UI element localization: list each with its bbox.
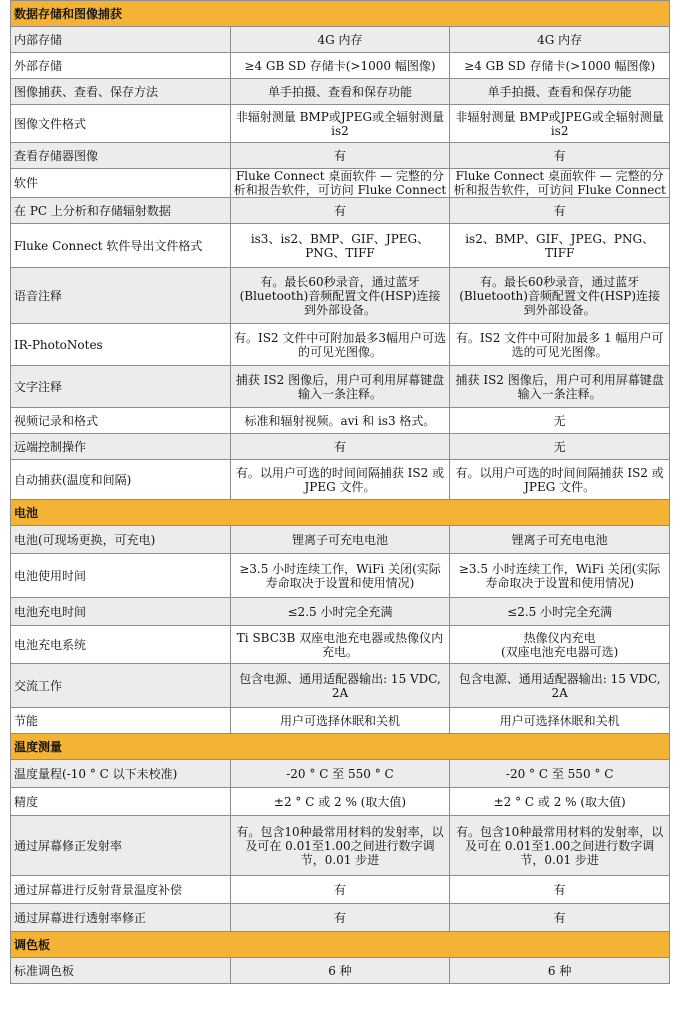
spec-value-model-2: is2、BMP、GIF、JPEG、PNG、TIFF: [450, 224, 670, 268]
spec-label: 在 PC 上分析和存储辐射数据: [11, 198, 231, 224]
table-row: [11, 876, 670, 904]
spec-value-model-2: ≥4 GB SD 存储卡(>1000 幅图像): [450, 53, 670, 79]
table-row: [11, 760, 670, 788]
spec-value-text: Fluke Connect 桌面软件 — 完整的分析和报告软件，可访问 Fluke Connect: [453, 169, 666, 197]
table-row: [11, 224, 670, 268]
spec-label: 内部存储: [11, 27, 231, 53]
spec-label: 精度: [11, 788, 231, 816]
table-row: [11, 143, 670, 169]
spec-label: 语音注释: [11, 268, 231, 324]
spec-label: 节能: [11, 708, 231, 734]
spec-label: 电池(可现场更换，可充电): [11, 526, 231, 554]
spec-value-model-2: 包含电源、通用适配器输出: 15 VDC, 2A: [450, 664, 670, 708]
spec-value-model-1: [230, 169, 450, 198]
table-row: [11, 27, 670, 53]
table-row: [11, 198, 670, 224]
spec-value-model-2: 捕获 IS2 图像后，用户可利用屏幕键盘输入一条注释。: [450, 366, 670, 408]
spec-value-model-2: 无: [450, 408, 670, 434]
spec-value-model-2: 4G 内存: [450, 27, 670, 53]
spec-value-text: Fluke Connect 桌面软件 — 完整的分析和报告软件，可访问 Fluke Connect: [233, 169, 447, 197]
spec-value-model-1: 有。IS2 文件中可附加最多3幅用户可选的可见光图像。: [230, 324, 450, 366]
table-row: [11, 79, 670, 105]
spec-label: 电池充电系统: [11, 626, 231, 664]
section-header: [11, 734, 670, 760]
spec-value-model-1: ≤2.5 小时完全充满: [230, 598, 450, 626]
spec-value-model-1: 单手拍摄、查看和保存功能: [230, 79, 450, 105]
spec-value-model-2: 有。IS2 文件中可附加最多 1 幅用户可选的可见光图像。: [450, 324, 670, 366]
table-row: [11, 788, 670, 816]
table-row: [11, 169, 670, 198]
spec-label: 通过屏幕修正发射率: [11, 816, 231, 876]
spec-value-model-1: 有。包含10种最常用材料的发射率，以及可在 0.01至1.00之间进行数字调节，0.01 步进: [230, 816, 450, 876]
table-row: [11, 53, 670, 79]
spec-label: 温度量程(-10 ° C 以下未校准): [11, 760, 231, 788]
spec-value-model-2: 有。最长60秒录音，通过蓝牙(Bluetooth)音频配置文件(HSP)连接到外部设备。: [450, 268, 670, 324]
spec-value-model-1: ≥4 GB SD 存储卡(>1000 幅图像): [230, 53, 450, 79]
table-row: [11, 366, 670, 408]
spec-label: Fluke Connect 软件导出文件格式: [11, 224, 231, 268]
spec-label: IR-PhotoNotes: [11, 324, 231, 366]
spec-value-model-1: 有: [230, 198, 450, 224]
spec-value-model-2: [450, 169, 670, 198]
spec-value-model-2: 热像仪内充电 (双座电池充电器可选): [450, 626, 670, 664]
table-row: [11, 268, 670, 324]
spec-value-model-1: 包含电源、通用适配器输出: 15 VDC, 2A: [230, 664, 450, 708]
spec-label: 软件: [11, 169, 231, 198]
spec-label: 文字注释: [11, 366, 231, 408]
table-row: [11, 816, 670, 876]
spec-label: 电池使用时间: [11, 554, 231, 598]
section-title: 温度测量: [11, 734, 670, 760]
table-row: [11, 460, 670, 500]
table-row: [11, 105, 670, 143]
spec-value-model-1: 有: [230, 876, 450, 904]
spec-value-model-1: 有。以用户可选的时间间隔捕获 IS2 或 JPEG 文件。: [230, 460, 450, 500]
spec-value-model-2: ±2 ° C 或 2 % (取大值): [450, 788, 670, 816]
spec-label: 通过屏幕进行反射背景温度补偿: [11, 876, 231, 904]
spec-label: 标准调色板: [11, 958, 231, 984]
spec-value-model-2: 有。包含10种最常用材料的发射率，以及可在 0.01至1.00之间进行数字调节，0.01 步进: [450, 816, 670, 876]
spec-value-model-2: 有: [450, 904, 670, 932]
spec-label: 图像捕获、查看、保存方法: [11, 79, 231, 105]
spec-label: 远端控制操作: [11, 434, 231, 460]
spec-value-model-2: -20 ° C 至 550 ° C: [450, 760, 670, 788]
spec-value-model-1: 有: [230, 434, 450, 460]
spec-value-model-2: ≥3.5 小时连续工作，WiFi 关闭(实际寿命取决于设置和使用情况): [450, 554, 670, 598]
table-row: [11, 708, 670, 734]
spec-label: 通过屏幕进行透射率修正: [11, 904, 231, 932]
spec-value-model-2: 6 种: [450, 958, 670, 984]
table-row: [11, 526, 670, 554]
spec-value-model-1: 有。最长60秒录音，通过蓝牙(Bluetooth)音频配置文件(HSP)连接到外部设备。: [230, 268, 450, 324]
table-row: [11, 904, 670, 932]
spec-label: 视频记录和格式: [11, 408, 231, 434]
spec-value-model-2: 单手拍摄、查看和保存功能: [450, 79, 670, 105]
spec-label: 自动捕获(温度和间隔): [11, 460, 231, 500]
section-title: 调色板: [11, 932, 670, 958]
spec-value-model-2: 无: [450, 434, 670, 460]
spec-value-model-2: 有。以用户可选的时间间隔捕获 IS2 或 JPEG 文件。: [450, 460, 670, 500]
section-header: [11, 932, 670, 958]
spec-value-model-1: 捕获 IS2 图像后，用户可利用屏幕键盘输入一条注释。: [230, 366, 450, 408]
spec-value-model-2: 有: [450, 143, 670, 169]
spec-value-model-2: 有: [450, 198, 670, 224]
spec-value-model-1: ≥3.5 小时连续工作，WiFi 关闭(实际寿命取决于设置和使用情况): [230, 554, 450, 598]
spec-value-model-1: 锂离子可充电电池: [230, 526, 450, 554]
spec-value-model-1: ±2 ° C 或 2 % (取大值): [230, 788, 450, 816]
spec-value-model-1: 有: [230, 143, 450, 169]
table-row: [11, 626, 670, 664]
section-header: [11, 1, 670, 27]
spec-value-model-2: 非辐射测量 BMP或JPEG或全辐射测量is2: [450, 105, 670, 143]
spec-value-model-1: Ti SBC3B 双座电池充电器或热像仪内充电。: [230, 626, 450, 664]
table-row: [11, 664, 670, 708]
spec-label: 交流工作: [11, 664, 231, 708]
section-header: [11, 500, 670, 526]
spec-value-model-1: 非辐射测量 BMP或JPEG或全辐射测量is2: [230, 105, 450, 143]
spec-label: 图像文件格式: [11, 105, 231, 143]
table-row: [11, 554, 670, 598]
spec-value-model-2: 用户可选择休眠和关机: [450, 708, 670, 734]
table-row: [11, 434, 670, 460]
spec-table: [10, 0, 670, 984]
table-row: [11, 598, 670, 626]
spec-value-model-1: 4G 内存: [230, 27, 450, 53]
spec-value-model-1: 6 种: [230, 958, 450, 984]
spec-value-model-2: ≤2.5 小时完全充满: [450, 598, 670, 626]
spec-value-model-1: 用户可选择休眠和关机: [230, 708, 450, 734]
table-row: [11, 958, 670, 984]
spec-label: 外部存储: [11, 53, 231, 79]
spec-label: 电池充电时间: [11, 598, 231, 626]
spec-label: 查看存储器图像: [11, 143, 231, 169]
table-row: [11, 324, 670, 366]
table-row: [11, 408, 670, 434]
section-title: 电池: [11, 500, 670, 526]
spec-value-model-2: 锂离子可充电电池: [450, 526, 670, 554]
spec-value-model-2: 有: [450, 876, 670, 904]
spec-value-model-1: 有: [230, 904, 450, 932]
spec-value-model-1: is3、is2、BMP、GIF、JPEG、PNG、TIFF: [230, 224, 450, 268]
spec-value-model-1: 标准和辐射视频。avi 和 is3 格式。: [230, 408, 450, 434]
spec-value-model-1: -20 ° C 至 550 ° C: [230, 760, 450, 788]
section-title: 数据存储和图像捕获: [11, 1, 670, 27]
